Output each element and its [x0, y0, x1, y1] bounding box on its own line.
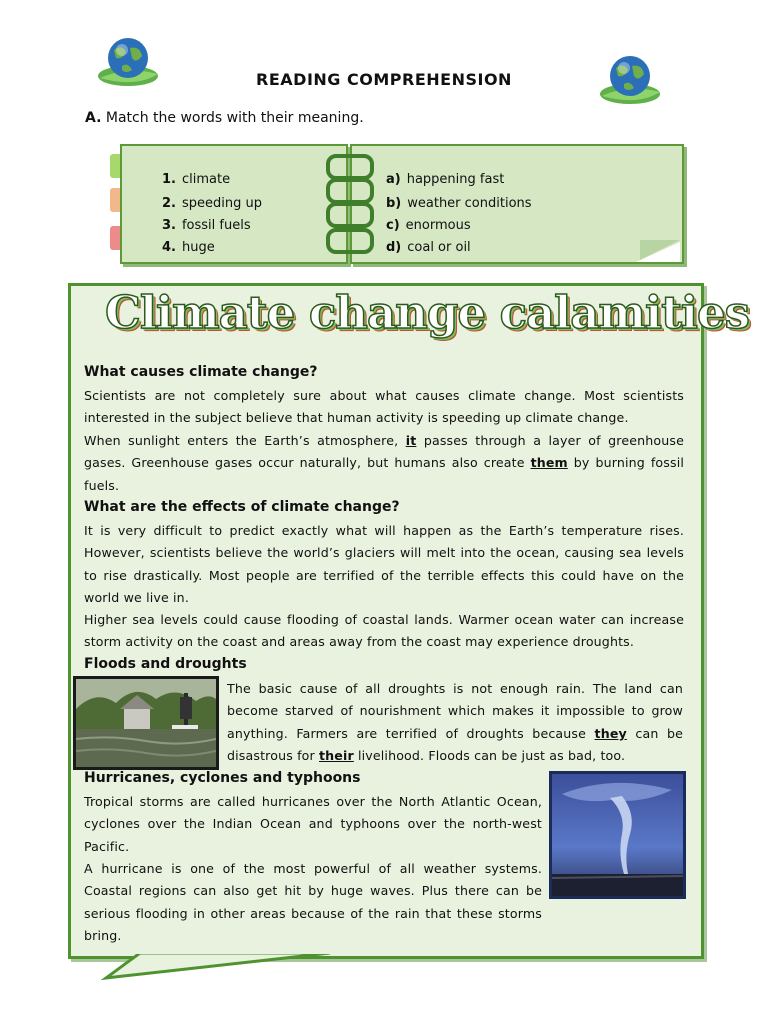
paragraph: Tropical storms are called hurricanes over the North Atlantic Ocean, cyclones over the Indian Ocean and typhoons over the north-west Pacific. [84, 794, 542, 854]
instruction [85, 110, 364, 126]
paragraph: Higher sea levels could cause flooding of coastal lands. Warmer ocean water can increase storm activity on the coast and areas away from the coast may experience droughts. [84, 612, 684, 650]
paragraph: When sunlight enters the Earth’s atmosphere, it passes through a layer of greenhouse gases. Greenhouse gases occur naturally, but humans also create them by burning fossil fuels. [84, 433, 685, 493]
section-heading: Hurricanes, cyclones and typhoons [84, 770, 361, 786]
spiral-ring-icon [326, 178, 374, 204]
spiral-ring-icon [326, 154, 374, 180]
paragraph: A hurricane is one of the most powerful of all weather systems. Coastal regions can also get hit by huge waves. Plus there can be serious flooding in other areas because of the rain that these storms bring. [84, 861, 542, 943]
word-item: 4. huge [162, 240, 215, 255]
underlined-word: it [405, 433, 417, 448]
spiral-ring-icon [326, 228, 374, 254]
article-title: Climate change calamities [105, 286, 749, 339]
word-item: 3. fossil fuels [162, 218, 251, 233]
spiral-ring-icon [326, 202, 374, 228]
paragraph: Scientists are not completely sure about what causes climate change. Most scientists interested in the subject believe that human activity is speeding up climate change. [84, 388, 684, 426]
page-fold-cut [636, 242, 680, 262]
page-title: READING COMPREHENSION [256, 70, 512, 89]
paragraph: It is very difficult to predict exactly what will happen as the Earth’s temperature rises. However, scientists believe the world’s glaciers will melt into the ocean, causing sea levels to rise drastically. Most people are terrified of the terrible effects this could have on the world we live in. [84, 523, 684, 605]
instruction-text: Match the words with their meaning. [105, 110, 364, 126]
paragraph: The basic cause of all droughts is not enough rain. The land can become starved of nourishment which makes it impossible to grow anything. Farmers are terrified of droughts because they can be disastrous for their livelihood. Floods can be just as bad, too. [227, 681, 683, 763]
instruction-letter: A. [85, 110, 102, 126]
underlined-word: them [530, 455, 568, 471]
word-item: 1. climate [162, 172, 231, 187]
meaning-item: d) coal or oil [386, 240, 471, 255]
meaning-item: b) weather conditions [386, 196, 532, 211]
section-heading: What causes climate change? [84, 364, 318, 380]
underlined-word: they [594, 725, 627, 741]
section-heading: What are the effects of climate change? [84, 499, 400, 515]
flood-photo [73, 676, 219, 770]
underlined-word: their [319, 747, 354, 763]
word-item: 2. speeding up [162, 196, 262, 211]
section-heading: Floods and droughts [84, 656, 247, 672]
speech-tail-icon [100, 950, 340, 984]
tornado-photo [549, 771, 686, 899]
meaning-item: a) happening fast [386, 172, 505, 187]
meaning-item: c) enormous [386, 218, 471, 233]
